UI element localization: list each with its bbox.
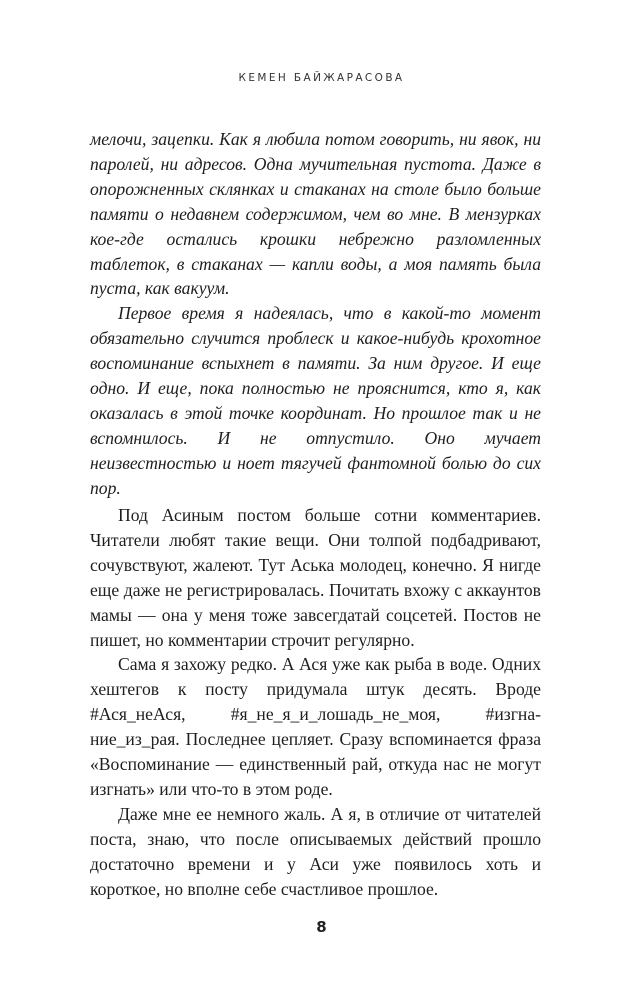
paragraph: Сама я захожу редко. А Ася уже как рыба в воде. Одних хештегов к посту придумала штук десять. Вроде #Ася_неАся, #я_не_я_и_лошадь_не_моя, #изгнание_из_рая. Последнее цепляет. Сразу вспоминается фраза «Воспоминание — единственный рай, откуда нас не могут изгнать» или что-то в этом роде. [90, 654, 541, 799]
paragraph: Даже мне ее немного жаль. А я, в отличие от читателей поста, знаю, что после описываемых действий прошло достаточно времени и у Аси уже появилось хоть и короткое, но вполне себе счастливое прошлое. [90, 803, 541, 899]
paragraph: Первое время я надеялась, что в какой-то момент обязательно случится проблеск и какое-нибудь крохотное воспоминание вспыхнет в памяти. За ним другое. И еще одно. И еще, пока полностью не прояснится, кто я, как оказалась в этой точке координат. Но прошлое так и не вспомнилось. И не отпустило. Оно мучает неизвестностью и ноет тягучей фантомной болью до сих пор. [90, 303, 541, 498]
paragraph: Под Асиным постом больше сотни комментариев. Читатели любят такие вещи. Они толпой подбадривают, сочувствуют, жалеют. Тут Аська молодец, конечно. Я нигде еще даже не регистрировалась. Почитать вхожу с аккаунтов мамы — она у меня тоже завсегдатай соцсетей. Постов не пишет, но комментарии строчит регулярно. [90, 505, 541, 650]
page-number: 8 [316, 918, 327, 936]
main-text-block [90, 503, 541, 902]
running-head: КЕМЕН БАЙЖАРАСОВА [238, 72, 405, 84]
italic-text-block [90, 127, 541, 501]
paragraph: мелочи, зацепки. Как я любила потом говорить, ни явок, ни паролей, ни адресов. Одна мучительная пустота. Даже в опорожненных склянках и стаканах на столе было больше памяти о недавнем содержимом, чем во мне. В мензурках кое-где остались крошки небрежно разломленных таблеток, в стаканах — капли воды, а моя память была пуста, как вакуум. [90, 129, 541, 299]
